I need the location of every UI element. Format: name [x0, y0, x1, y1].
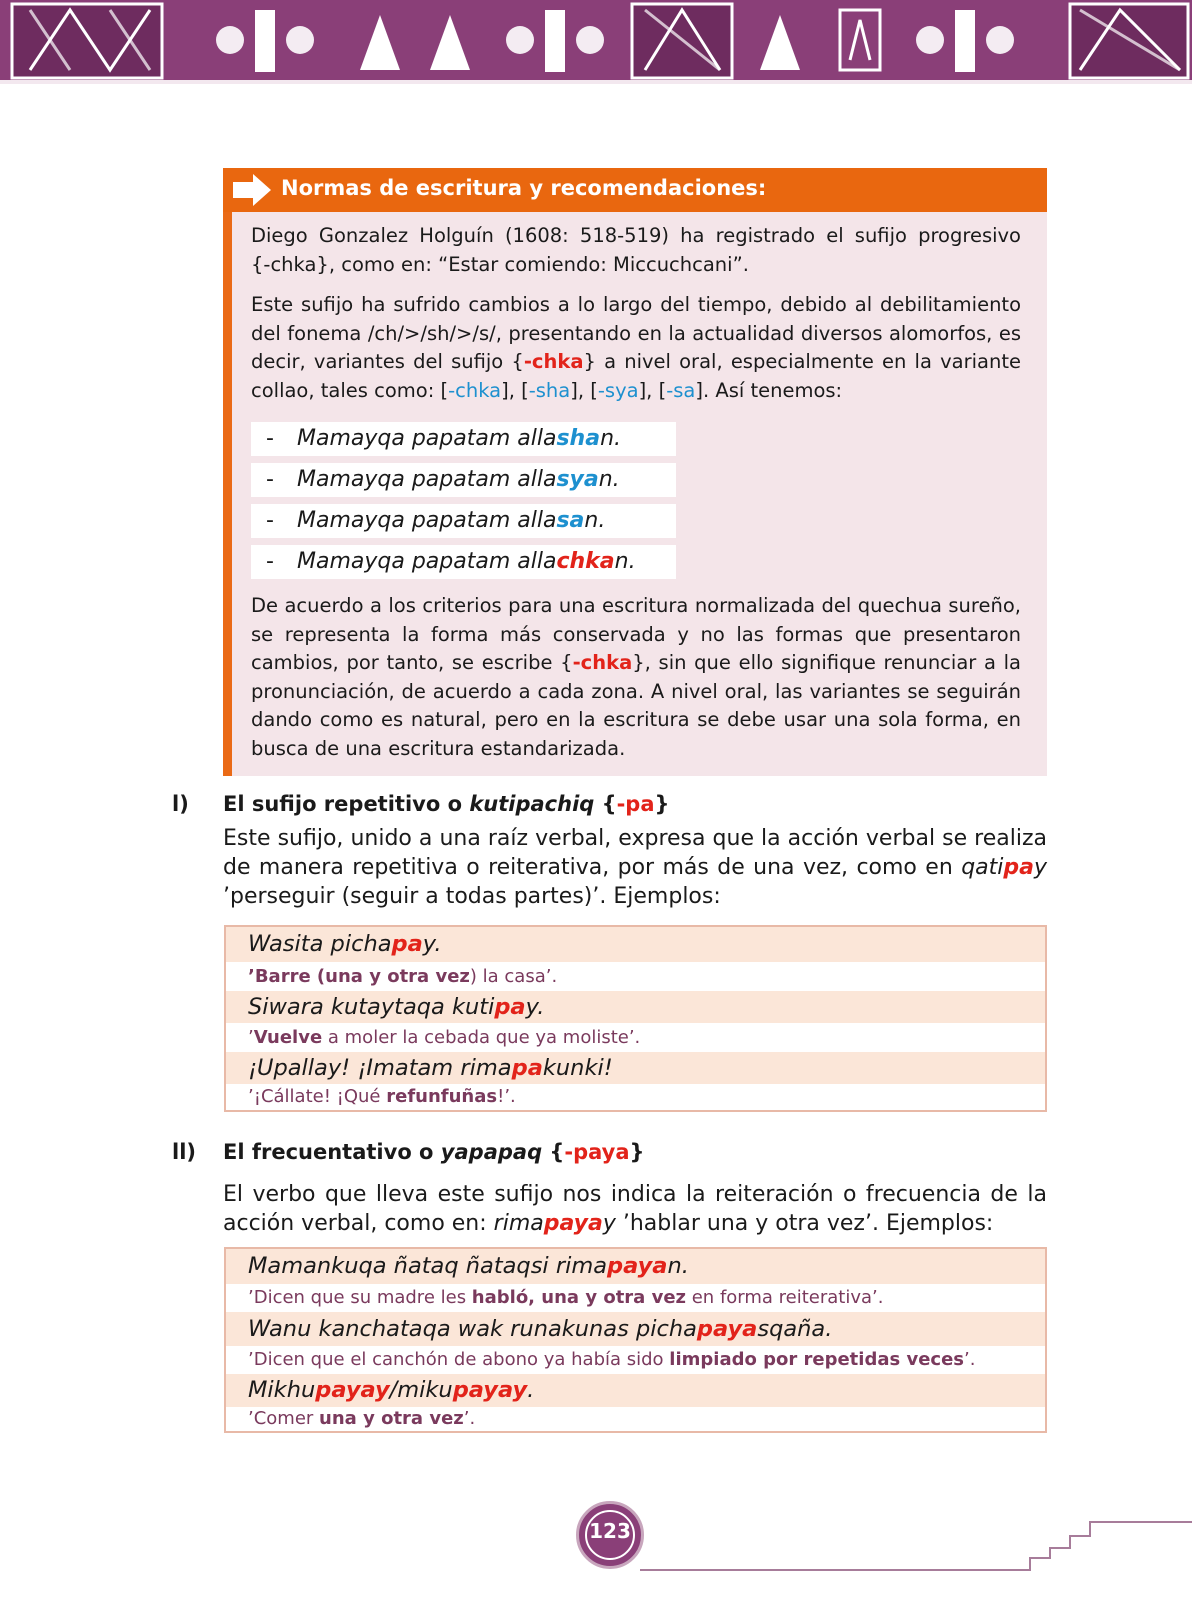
example-row	[251, 545, 676, 579]
variant-highlight: -sya	[597, 378, 639, 402]
suffix-highlight: pa	[391, 931, 423, 957]
text-span: y	[1033, 855, 1047, 880]
variant-highlight: sha	[556, 426, 601, 451]
text-span: y	[602, 1211, 616, 1236]
text-span: } a nivel oral, especialmente en la variante collao, tales como: [	[251, 350, 1021, 402]
norms-paragraph-2	[251, 291, 1021, 405]
text-span: ’	[248, 1027, 254, 1048]
example-text	[297, 463, 620, 497]
example-row	[251, 422, 676, 456]
section-title	[223, 1140, 644, 1164]
variant-highlight: -chka	[448, 378, 502, 402]
example-translation	[226, 1284, 1045, 1312]
example-row	[251, 504, 676, 538]
suffix-highlight: payay	[315, 1377, 390, 1403]
text-span: !’.	[497, 1086, 516, 1107]
suffix-highlight: chka	[556, 549, 615, 574]
example-quechua	[226, 991, 1045, 1023]
example-translation	[226, 1407, 1045, 1431]
section-number: l)	[172, 792, 189, 816]
dash: -	[266, 467, 274, 492]
text-span: refunfuñas	[386, 1086, 498, 1107]
text-span: ’Dicen que su madre les	[248, 1287, 472, 1308]
suffix-highlight: paya	[607, 1253, 668, 1279]
example-quechua	[226, 1374, 1045, 1407]
page-number: 123	[589, 1519, 631, 1543]
accent-bar	[223, 168, 232, 776]
text-span: Mamayqa papatam alla	[297, 467, 557, 492]
text-span: habló, una y otra vez	[471, 1287, 687, 1308]
text-span: ) la casa’.	[469, 966, 558, 987]
text-span: ’.	[463, 1408, 476, 1429]
text-span: kutipachiq	[469, 792, 595, 816]
suffix-highlight: -pa	[616, 792, 655, 816]
text-span: ’Dicen que el canchón de abono ya había sido	[248, 1349, 670, 1370]
text-span: ’perseguir (seguir a todas partes)’. Ejemplos:	[223, 884, 721, 909]
example-text	[297, 422, 621, 456]
page-number-badge	[576, 1501, 644, 1569]
decorative-header-band	[0, 0, 1192, 84]
text-span: El frecuentativo o	[223, 1140, 441, 1164]
norms-paragraph-3	[251, 592, 1021, 763]
text-span: ’Barre (	[248, 966, 326, 987]
variant-highlight: sa	[556, 508, 585, 533]
text-span: /miku	[389, 1377, 453, 1403]
text-span: ], [	[501, 378, 529, 402]
section-title	[223, 792, 669, 816]
text-span: n.	[600, 426, 621, 451]
example-quechua	[226, 1249, 1045, 1284]
example-translation	[226, 1023, 1045, 1052]
text-span: De acuerdo a los criterios para una escritura normalizada del quechua sureño, se representa la forma más conservada y no las formas que presentaron cambios, por tanto, se escribe {	[251, 594, 1021, 674]
text-span: Wasita picha	[248, 931, 392, 957]
suffix-highlight: pa	[1003, 855, 1034, 880]
example-text	[297, 545, 636, 579]
text-span: yapapaq	[440, 1140, 543, 1164]
suffix-highlight: -chka	[523, 350, 584, 373]
norms-p1-line2: {-chka}, como en: “Estar comiendo: Miccuchcani”.	[251, 252, 749, 276]
arrow-right-icon	[231, 172, 275, 208]
text-span: }, sin que ello signifique renunciar a la pronunciación, de acuerdo a cada zona. A nivel oral, las variantes se seguirán dando como es natural, pero en la escritura se debe usar una sola forma, en busca de una escritura estandarizada.	[251, 651, 1021, 760]
text-span: sqaña.	[757, 1316, 833, 1342]
text-span: Mamayqa papatam alla	[297, 426, 557, 451]
text-span: Mamayqa papatam alla	[297, 549, 557, 574]
text-span: rima	[493, 1211, 544, 1236]
examples-table	[224, 1247, 1047, 1433]
suffix-highlight: payay	[452, 1377, 528, 1403]
text-span: n.	[598, 467, 620, 492]
suffix-highlight: -chka	[572, 651, 633, 674]
example-quechua	[226, 1052, 1045, 1084]
section-text	[223, 1180, 1047, 1238]
text-span: Este sufijo ha sufrido cambios a lo largo del tiempo, debido al debilitamiento del fonema /ch/>/sh/>/s/, presentando en la actualidad diversos alomorfos, es decir, variantes del sufijo {	[251, 293, 1021, 373]
text-span: Wanu kanchataqa wak runakunas picha	[248, 1316, 697, 1342]
text-span: ]. Así tenemos:	[695, 378, 843, 402]
text-span: }	[654, 792, 670, 816]
norms-p1-line1: Diego Gonzalez Holguín (1608: 518-519) ha registrado el sufijo progresivo	[251, 224, 1021, 247]
text-span: a moler la cebada que ya moliste’.	[322, 1027, 641, 1048]
text-span: en forma reiterativa’.	[686, 1287, 884, 1308]
example-row	[251, 463, 676, 497]
staircase-line-decoration	[640, 1510, 1192, 1580]
text-span: {	[542, 1140, 565, 1164]
examples-table	[224, 925, 1047, 1112]
suffix-highlight: -paya	[564, 1140, 630, 1164]
text-span: ’hablar una y otra vez’. Ejemplos:	[615, 1211, 994, 1236]
text-span: El sufijo repetitivo o	[223, 792, 470, 816]
variant-highlight: -sha	[528, 378, 571, 402]
text-span: ], [	[638, 378, 667, 402]
suffix-highlight: pa	[511, 1055, 543, 1081]
text-span: una y otra vez	[325, 966, 470, 987]
suffix-highlight: paya	[696, 1316, 758, 1342]
text-span: Mamayqa papatam alla	[297, 508, 557, 533]
text-span: Este sufijo, unido a una raíz verbal, expresa que la acción verbal se realiza de manera repetitiva o reiterativa, por más de una vez, como en	[223, 826, 1047, 880]
example-quechua	[226, 927, 1045, 962]
text-span: limpiado por repetidas veces	[669, 1349, 965, 1370]
text-span: ’Comer	[248, 1408, 320, 1429]
text-span: n.	[584, 508, 606, 533]
text-span: kunki!	[542, 1055, 613, 1081]
norms-header	[223, 168, 1047, 212]
suffix-highlight: pa	[494, 994, 526, 1020]
example-translation	[226, 1084, 1045, 1110]
text-span: y.	[422, 931, 442, 957]
text-span: Siwara kutaytaqa kuti	[248, 994, 495, 1020]
text-span: n.	[667, 1253, 689, 1279]
text-span: ¡Upallay! ¡Imatam rima	[248, 1055, 512, 1081]
text-span: Vuelve	[253, 1027, 323, 1048]
dash: -	[266, 508, 274, 533]
text-span: ’.	[964, 1349, 976, 1370]
dash: -	[266, 426, 274, 451]
text-span: ], [	[570, 378, 598, 402]
text-span: y.	[525, 994, 545, 1020]
text-span: }	[629, 1140, 645, 1164]
text-span: Mamankuqa ñataq ñataqsi rima	[248, 1253, 608, 1279]
text-span: una y otra vez	[319, 1408, 464, 1429]
variant-highlight: -sa	[666, 378, 696, 402]
example-translation	[226, 1346, 1045, 1374]
text-span: qati	[961, 855, 1004, 880]
dash: -	[266, 549, 274, 574]
variant-highlight: sya	[556, 467, 599, 492]
section-text	[223, 824, 1047, 911]
norms-title: Normas de escritura y recomendaciones:	[281, 176, 767, 200]
example-text	[297, 504, 605, 538]
textile-pattern-icon	[0, 0, 1192, 84]
text-span: {	[594, 792, 617, 816]
example-quechua	[226, 1312, 1045, 1346]
suffix-highlight: paya	[543, 1211, 603, 1236]
text-span: Mikhu	[248, 1377, 316, 1403]
norms-paragraph-1	[251, 222, 1021, 279]
text-span: n.	[614, 549, 636, 574]
example-translation	[226, 962, 1045, 991]
text-span: ’¡Cállate! ¡Qué	[248, 1086, 387, 1107]
text-span: El verbo que lleva este sufijo nos indica la reiteración o frecuencia de la acción verbal, como en:	[223, 1182, 1047, 1236]
text-span: .	[527, 1377, 535, 1403]
section-number: ll)	[172, 1140, 196, 1164]
